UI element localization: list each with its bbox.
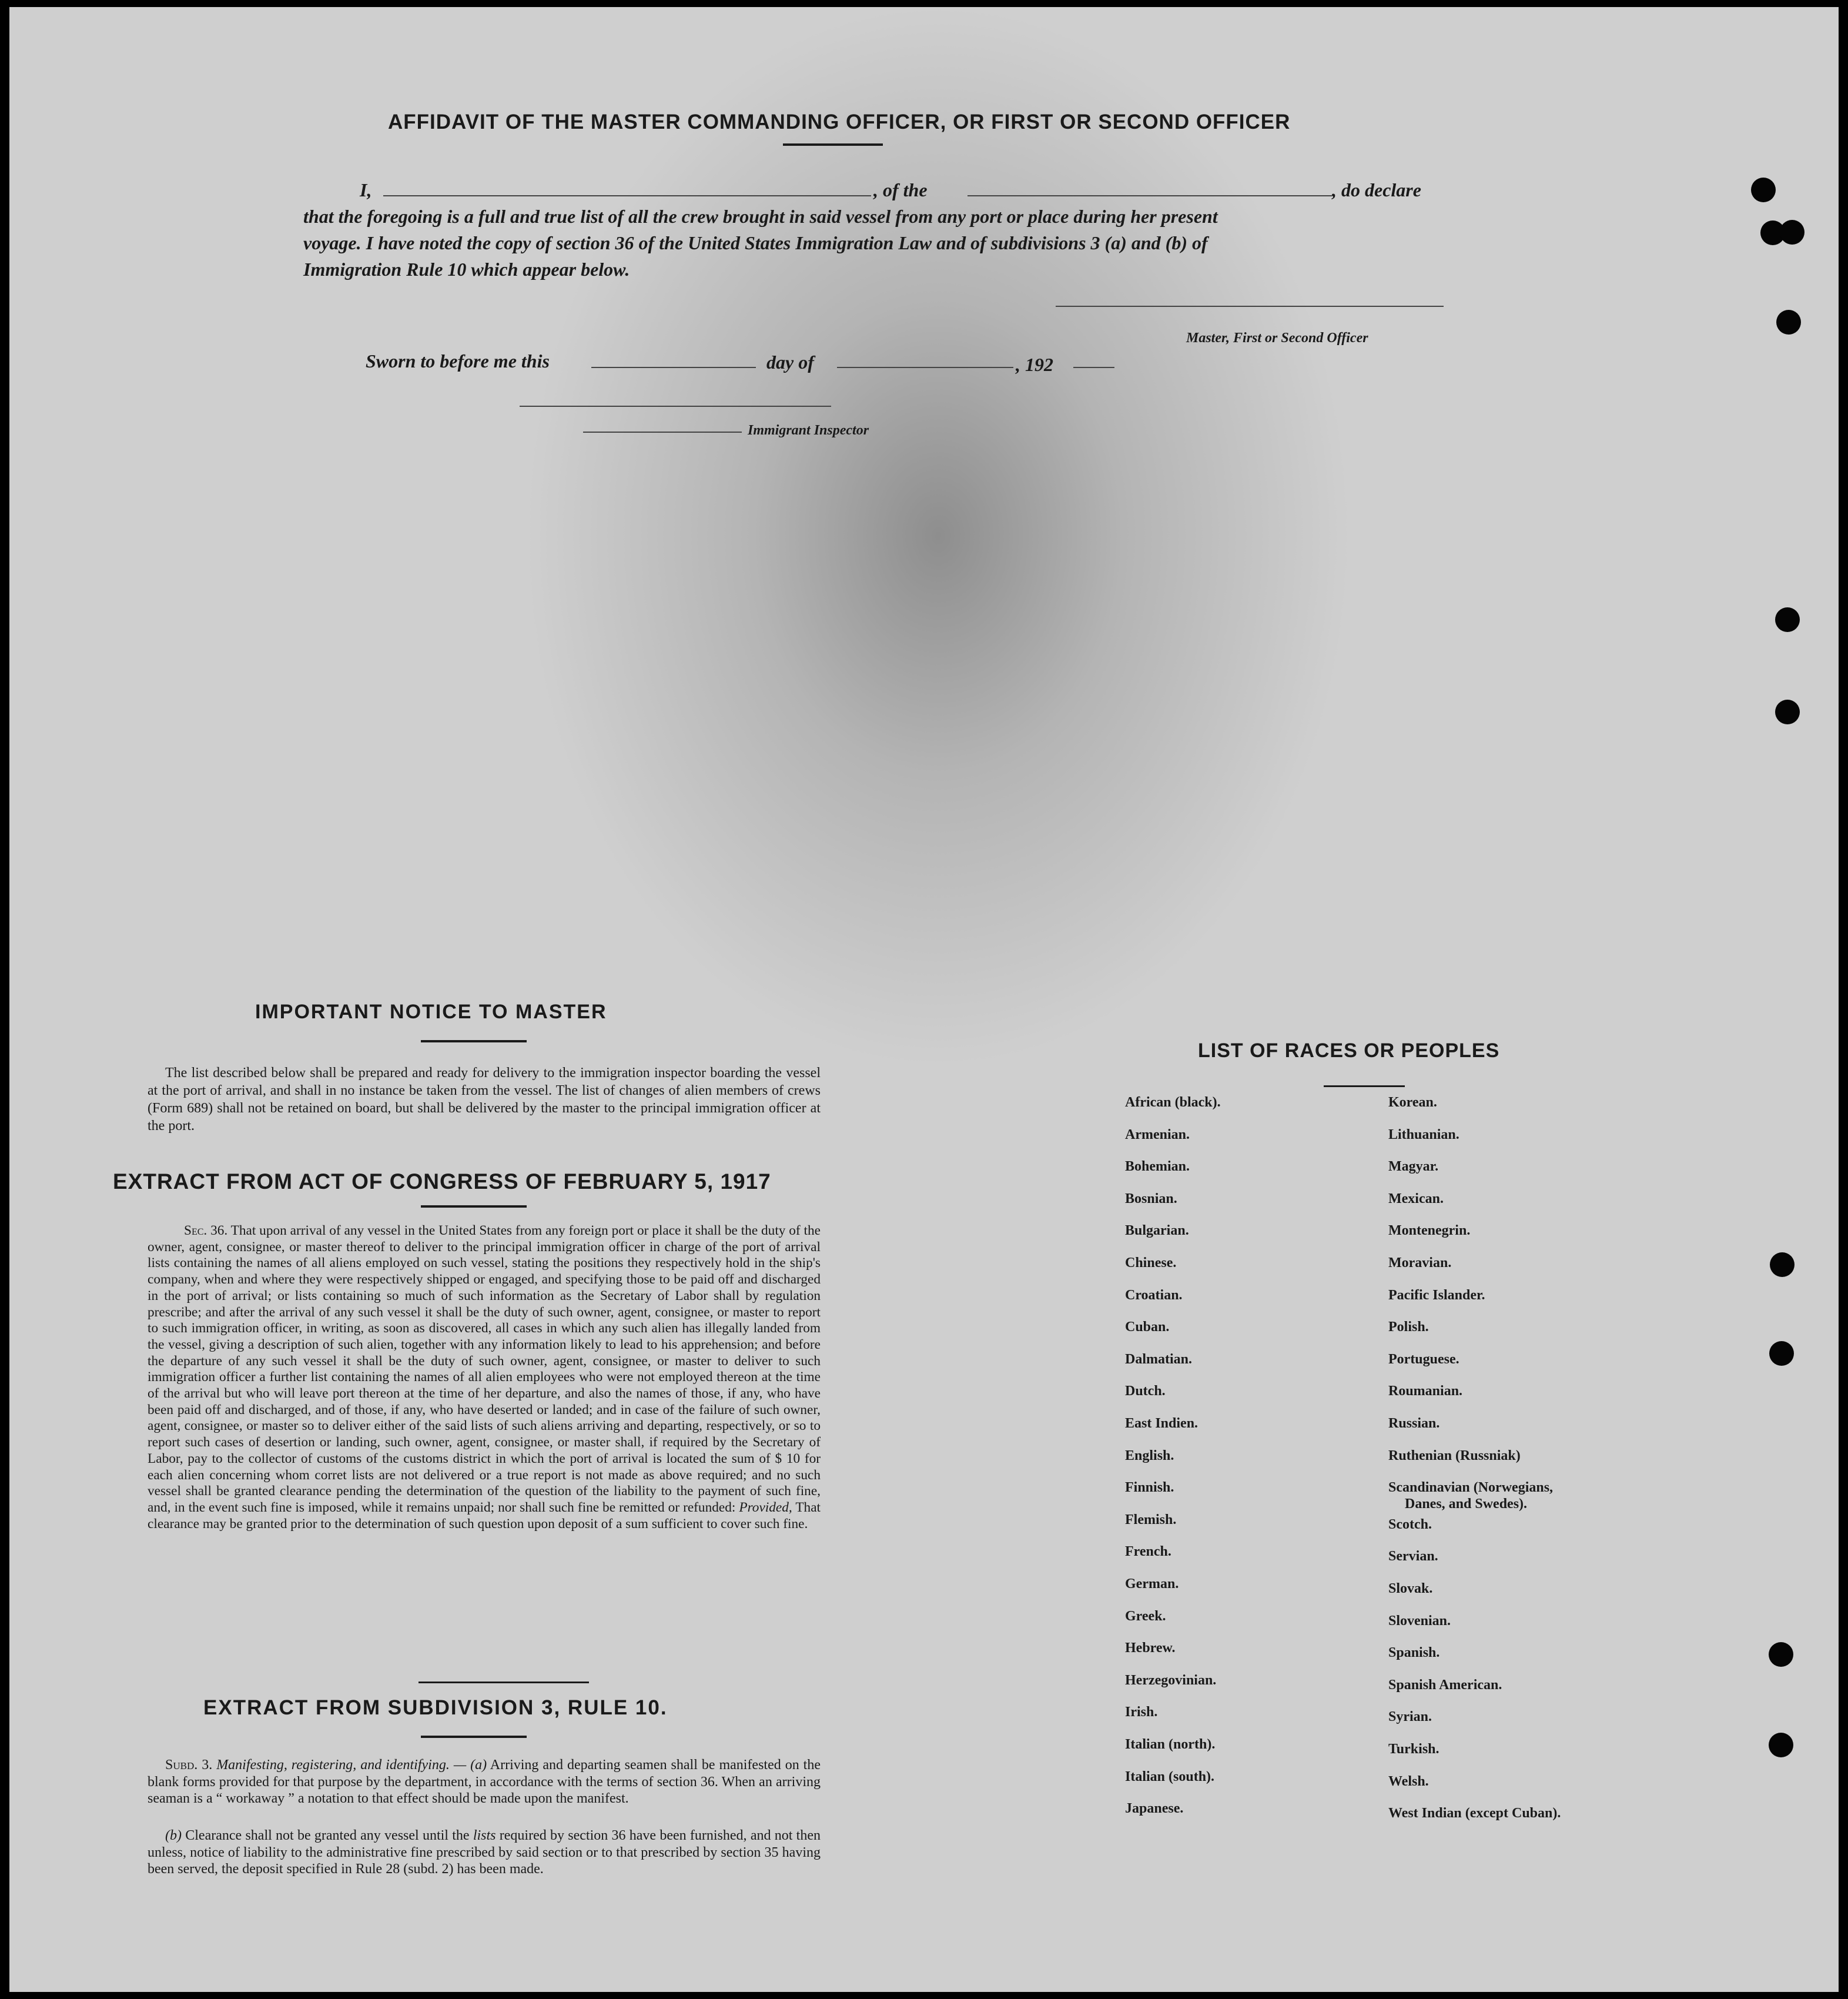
race-item: Japanese. bbox=[1125, 1801, 1184, 1817]
race-item: Cuban. bbox=[1125, 1319, 1170, 1335]
race-item: Mexican. bbox=[1388, 1191, 1444, 1206]
inspector-caption: Immigrant Inspector bbox=[748, 423, 869, 438]
race-item: Dalmatian. bbox=[1125, 1351, 1192, 1367]
act-section-end: That clearance may be granted prior to the determination of such question upon deposit of a sum sufficient to cover such fine. bbox=[148, 1499, 821, 1532]
race-item: Dutch. bbox=[1125, 1383, 1166, 1399]
document-page bbox=[9, 7, 1839, 1992]
race-item: Bohemian. bbox=[1125, 1159, 1190, 1175]
race-item: Danes, and Swedes). bbox=[1405, 1496, 1528, 1512]
race-item: Slovak. bbox=[1388, 1581, 1433, 1596]
master-signature-line bbox=[1056, 306, 1444, 307]
rule-subd-heading: Manifesting, registering, and identifying. bbox=[216, 1757, 450, 1773]
day-of-text: day of bbox=[766, 352, 814, 373]
race-item: Scotch. bbox=[1388, 1516, 1432, 1532]
affidavit-line-3: voyage. I have noted the copy of section 36 of the United States Immigration Law and of subdivisions 3 (a) and (b) of bbox=[303, 232, 1208, 253]
act-section-label: Sec. 36. bbox=[184, 1223, 228, 1238]
race-item: Italian (south). bbox=[1125, 1769, 1215, 1784]
races-title: LIST OF RACES OR PEOPLES bbox=[1198, 1039, 1500, 1062]
race-item: West Indian (except Cuban). bbox=[1388, 1806, 1561, 1821]
race-item: Russian. bbox=[1388, 1416, 1440, 1431]
race-item: French. bbox=[1125, 1544, 1171, 1560]
rule-b-label: (b) bbox=[165, 1828, 182, 1843]
binder-hole bbox=[1769, 1733, 1793, 1757]
rule-underline bbox=[421, 1736, 527, 1738]
race-item: Hebrew. bbox=[1125, 1640, 1176, 1656]
binder-hole bbox=[1775, 700, 1800, 724]
race-item: Greek. bbox=[1125, 1608, 1166, 1624]
notice-body: The list described below shall be prepared and ready for delivery to the immigration inspector boarding the vessel at the port of arrival, and shall in no instance be taken from the vessel. The list of changes of alien members of crews (Form 689) shall not be retained on board, but shall be delivered by the master to the principal immigration officer at the port. bbox=[148, 1065, 821, 1134]
race-item: Roumanian. bbox=[1388, 1383, 1463, 1399]
affidavit-do-declare: , do declare bbox=[1332, 179, 1421, 200]
day-blank bbox=[591, 367, 756, 368]
race-item: Syrian. bbox=[1388, 1709, 1432, 1725]
race-item: Spanish. bbox=[1388, 1645, 1440, 1661]
binder-hole bbox=[1780, 220, 1805, 245]
race-item: Polish. bbox=[1388, 1319, 1429, 1335]
rule-b-lists: lists bbox=[473, 1828, 496, 1843]
race-item: Pacific Islander. bbox=[1388, 1287, 1485, 1303]
binder-hole bbox=[1775, 607, 1800, 632]
binder-hole bbox=[1770, 1252, 1795, 1277]
race-item: Portuguese. bbox=[1388, 1351, 1459, 1367]
race-item: African (black). bbox=[1125, 1095, 1221, 1110]
act-provided: Provided, bbox=[739, 1499, 792, 1515]
affidavit-title: AFFIDAVIT OF THE MASTER COMMANDING OFFICER, OR FIRST OR SECOND OFFICER bbox=[388, 111, 1291, 133]
race-item: Korean. bbox=[1388, 1095, 1437, 1110]
races-underline bbox=[1324, 1085, 1405, 1087]
race-item: Irish. bbox=[1125, 1704, 1158, 1720]
rule-a-body: Arriving and departing seamen shall be manifested on the blank forms provided for that purpose by the department, in accordance with the terms of section 36. When an arriving seaman is a “ workaway ” a notation to that effect should be made upon the manifest. bbox=[148, 1757, 821, 1806]
year-text: , 192 bbox=[1016, 354, 1053, 375]
race-item: Ruthenian (Russniak) bbox=[1388, 1448, 1521, 1463]
race-item: East Indien. bbox=[1125, 1416, 1198, 1431]
rule-subd-b bbox=[148, 1827, 821, 1878]
name-blank bbox=[383, 195, 871, 196]
notice-underline bbox=[421, 1040, 527, 1042]
rule-subd-a bbox=[148, 1757, 821, 1807]
race-item: Servian. bbox=[1388, 1549, 1438, 1565]
race-item: Flemish. bbox=[1125, 1512, 1177, 1527]
race-item: Croatian. bbox=[1125, 1287, 1183, 1303]
race-item: Moravian. bbox=[1388, 1255, 1452, 1271]
race-item: Spanish American. bbox=[1388, 1677, 1502, 1693]
race-item: Finnish. bbox=[1125, 1480, 1174, 1496]
vessel-blank bbox=[967, 195, 1332, 196]
rule-b-body-2: required by section 36 have been furnished, and not then unless, notice of liability to the administrative fine prescribed by said section or to that prescribed by section 35 having been served, the deposit specified in Rule 28 (subd. 2) has been made. bbox=[148, 1828, 821, 1877]
inspector-caption-rule bbox=[583, 432, 742, 433]
month-blank bbox=[837, 367, 1013, 368]
rule-b-body-1: Clearance shall not be granted any vessel until the bbox=[185, 1828, 470, 1843]
race-item: Bulgarian. bbox=[1125, 1223, 1189, 1239]
affidavit-i: I, bbox=[360, 179, 372, 200]
race-item: Chinese. bbox=[1125, 1255, 1177, 1271]
rule-a-label: — (a) bbox=[453, 1757, 487, 1773]
race-item: Montenegrin. bbox=[1388, 1223, 1471, 1239]
affidavit-line-2: that the foregoing is a full and true list of all the crew brought in said vessel from any port or place during her present bbox=[303, 206, 1218, 227]
race-item: Scandinavian (Norwegians, bbox=[1388, 1480, 1554, 1496]
race-item: Welsh. bbox=[1388, 1773, 1429, 1789]
race-item: Herzegovinian. bbox=[1125, 1672, 1217, 1688]
race-item: Magyar. bbox=[1388, 1159, 1439, 1175]
race-item: Armenian. bbox=[1125, 1126, 1190, 1142]
rule-subd-label: Subd. 3. bbox=[165, 1757, 213, 1773]
race-item: Slovenian. bbox=[1388, 1613, 1451, 1629]
race-item: Turkish. bbox=[1388, 1741, 1439, 1757]
title-underline bbox=[783, 143, 883, 146]
sworn-text: Sworn to before me this bbox=[366, 350, 550, 372]
binder-hole bbox=[1769, 1642, 1793, 1667]
binder-hole bbox=[1776, 310, 1801, 335]
act-end-rule bbox=[419, 1682, 589, 1683]
act-section-text: That upon arrival of any vessel in the United States from any foreign port or place it shall be the duty of the owner, agent, consignee, or master thereof to deliver to the principal immigration officer in charge of the port of arrival lists containing the names of all aliens employed on such vessel, stating the positions they respectively hold in the ship's company, when and where they were respectively shipped or engaged, and specifying those to be paid off and discharged in the port of arrival; or lists containing so much of such information as the Secretary of Labor shall by regulation prescribe; and after the arrival of any such vessel it shall be the duty of such owner, agent, consignee, or master to report to such immigration officer, in writing, as soon as discovered, all cases in which any such alien has illegally landed from the vessel, giving a description of such alien, together with any information likely to lead to his apprehension; and before the departure of any such vessel it shall be the duty of such owner, agent, consignee, or master to deliver to such immigration officer a further list containing the names of all alien employees who were not employed thereon at the time of the arrival but who will leave port thereon at the time of her departure, and also the names of those, if any, who have been paid off and discharged, and of those, if any, who have deserted or landed; and in case of the failure of such owner, agent, consignee, or master so to deliver either of the said lists of such aliens arriving and departing, respectively, or so to report such cases of desertion or landing, such owner, agent, consignee, or master shall, if required by the Secretary of Labor, pay to the collector of customs of the customs district in which the port of arrival is located the sum of $ 10 for each alien concerning whom corret lists are not delivered or a true report is not made as above required; and no such vessel shall be granted clearance pending the determination of the question of the liability to the payment of such fine, and, in the event such fine is imposed, while it remains unpaid; nor shall such fine be remitted or refunded: bbox=[148, 1223, 821, 1515]
act-title: EXTRACT FROM ACT OF CONGRESS OF FEBRUARY 5, 1917 bbox=[113, 1169, 771, 1194]
year-blank bbox=[1073, 367, 1114, 368]
race-item: Bosnian. bbox=[1125, 1191, 1177, 1206]
affidavit-line-4: Immigration Rule 10 which appear below. bbox=[303, 259, 630, 280]
race-item: Italian (north). bbox=[1125, 1737, 1216, 1752]
binder-hole bbox=[1751, 178, 1776, 202]
race-item: German. bbox=[1125, 1576, 1179, 1592]
rule-title: EXTRACT FROM SUBDIVISION 3, RULE 10. bbox=[203, 1696, 668, 1719]
inspector-signature-line bbox=[520, 406, 831, 407]
master-signature-caption: Master, First or Second Officer bbox=[1186, 330, 1368, 346]
notice-title: IMPORTANT NOTICE TO MASTER bbox=[255, 1001, 607, 1023]
race-item: English. bbox=[1125, 1448, 1174, 1463]
act-body bbox=[148, 1223, 821, 1532]
affidavit-of-the: , of the bbox=[873, 179, 928, 200]
act-underline bbox=[421, 1205, 527, 1208]
race-item: Lithuanian. bbox=[1388, 1126, 1459, 1142]
binder-hole bbox=[1769, 1341, 1794, 1366]
